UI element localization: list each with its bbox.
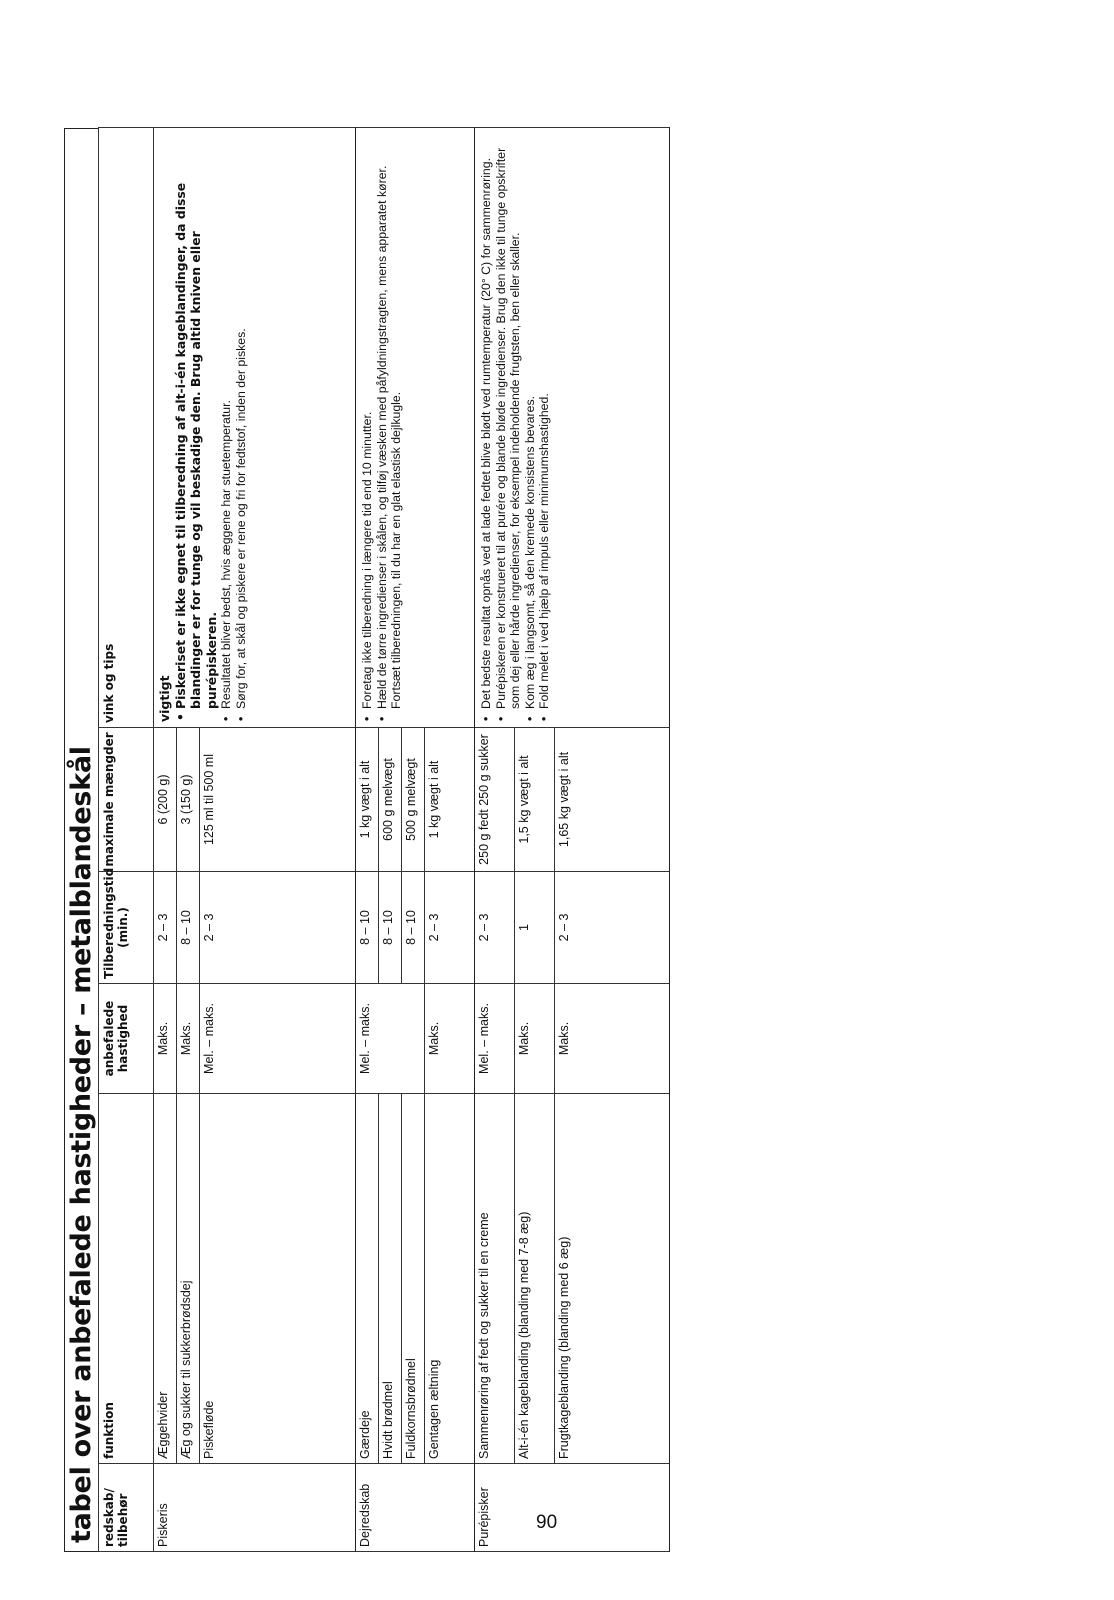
function-cell: Fuldkornsbrødmel (402, 1094, 425, 1464)
max-cell: 6 (200 g) (154, 728, 177, 872)
function-cell: Æg og sukker til sukkerbrødsdej (177, 1094, 200, 1464)
max-cell: 250 g fedt 250 g sukker (475, 728, 515, 872)
tips-list (360, 133, 404, 722)
max-cell: 1,65 kg vægt i alt (555, 728, 670, 872)
header-time: Tilberedningstid (min.) (99, 872, 154, 984)
tip-item: • Hæld de tørre ingredienser i skålen, og tilføj væsken med påfyldningstragten, mens apparatet kører. Fortsæt tilberedningen, til du har en glat elastisk dejlkugle. (375, 133, 404, 722)
function-cell: Hvidt brødmel (379, 1094, 402, 1464)
max-cell: 1 kg vægt i alt (356, 728, 379, 872)
header-function: funktion (99, 1094, 154, 1464)
header-speed: anbefalede hastighed (99, 984, 154, 1094)
speed-cell: Mel. – maks. (200, 984, 356, 1094)
table-row (356, 128, 379, 1552)
tips-list (479, 133, 552, 722)
tip-item: • Piskeriset er ikke egnet til tilberedning af alt-i-én kageblandinger, da disse blandinger er for tunge og vil beskadige den. Brug altid kniven eller purépiskeren. (173, 133, 220, 722)
max-cell: 125 ml til 500 ml (200, 728, 356, 872)
time-cell: 8 – 10 (379, 872, 402, 984)
function-cell: Gentagen æltning (425, 1094, 475, 1464)
speed-cell: Maks. (177, 984, 200, 1094)
max-cell: 3 (150 g) (177, 728, 200, 872)
tip-item: • Resultatet bliver bedst, hvis æggene har stuetemperatur. (219, 133, 234, 722)
speed-cell: Mel. – maks. (475, 984, 515, 1094)
tool-cell: Dejredskab (356, 1464, 475, 1552)
time-cell: 1 (515, 872, 555, 984)
speed-cell: Maks. (154, 984, 177, 1094)
page-number: 90 (536, 1512, 558, 1533)
time-cell: 8 – 10 (402, 872, 425, 984)
tips-heading: vigtigt (157, 675, 172, 722)
tip-item: • Purépiskeren er konstrueret til at purére og blande bløde ingredienser. Brug den ikke til tunge opskrifter som dej eller hårde ingredienser, for eksempel indeholdende frugtsten, ben eller skaller. (494, 133, 523, 722)
header-max: maximale mængder (99, 728, 154, 872)
tip-item: • Det bedste resultat opnås ved at lade fedtet blive blødt ved rumtemperatur (20° C) for sammenrøring. (479, 133, 494, 722)
max-cell: 1,5 kg vægt i alt (515, 728, 555, 872)
time-cell: 2 – 3 (475, 872, 515, 984)
tool-cell: Purépisker (475, 1464, 670, 1552)
header-row (99, 128, 154, 1552)
tip-item: • Kom æg i langsomt, så den kremede konsistens bevares. (523, 133, 538, 722)
table-row (475, 128, 515, 1552)
tips-cell (356, 128, 475, 728)
tips-list (173, 133, 249, 722)
table-title: tabel over anbefalede hastigheder – metalblandeskål (64, 128, 98, 1552)
tip-item: • Fold melet i ved hjælp af impuls eller minimumshastighed. (537, 133, 552, 722)
rotated-table-area (64, 128, 691, 1552)
max-cell: 500 g melvægt (402, 728, 425, 872)
time-cell: 2 – 3 (555, 872, 670, 984)
time-cell: 8 – 10 (356, 872, 379, 984)
tips-cell (475, 128, 670, 728)
max-cell: 1 kg vægt i alt (425, 728, 475, 872)
time-cell: 2 – 3 (154, 872, 177, 984)
function-cell: Frugtkageblanding (blanding med 6 æg) (555, 1094, 670, 1464)
time-cell: 2 – 3 (200, 872, 356, 984)
speed-cell: Maks. (425, 984, 475, 1094)
speed-cell: Maks. (515, 984, 555, 1094)
tips-cell (154, 128, 356, 728)
table-row (154, 128, 177, 1552)
speed-cell: Mel. – maks. (356, 984, 425, 1094)
time-cell: 8 – 10 (177, 872, 200, 984)
speed-table (98, 127, 670, 1552)
max-cell: 600 g melvægt (379, 728, 402, 872)
time-cell: 2 – 3 (425, 872, 475, 984)
tip-item: • Foretag ikke tilberedning i længere tid end 10 minutter. (360, 133, 375, 722)
speed-cell: Maks. (555, 984, 670, 1094)
header-tool: redskab/ tilbehør (99, 1464, 154, 1552)
function-cell: Sammenrøring af fedt og sukker til en creme (475, 1094, 515, 1464)
function-cell: Alt-i-én kageblanding (blanding med 7-8 æg) (515, 1094, 555, 1464)
function-cell: Gærdeje (356, 1094, 379, 1464)
function-cell: Æggehvider (154, 1094, 177, 1464)
header-tips: vink og tips (99, 128, 154, 728)
tip-item: • Sørg for, at skål og piskere er rene og fri for fedtstof, inden der piskes. (234, 133, 249, 722)
function-cell: Piskefløde (200, 1094, 356, 1464)
tool-cell: Piskeris (154, 1464, 356, 1552)
